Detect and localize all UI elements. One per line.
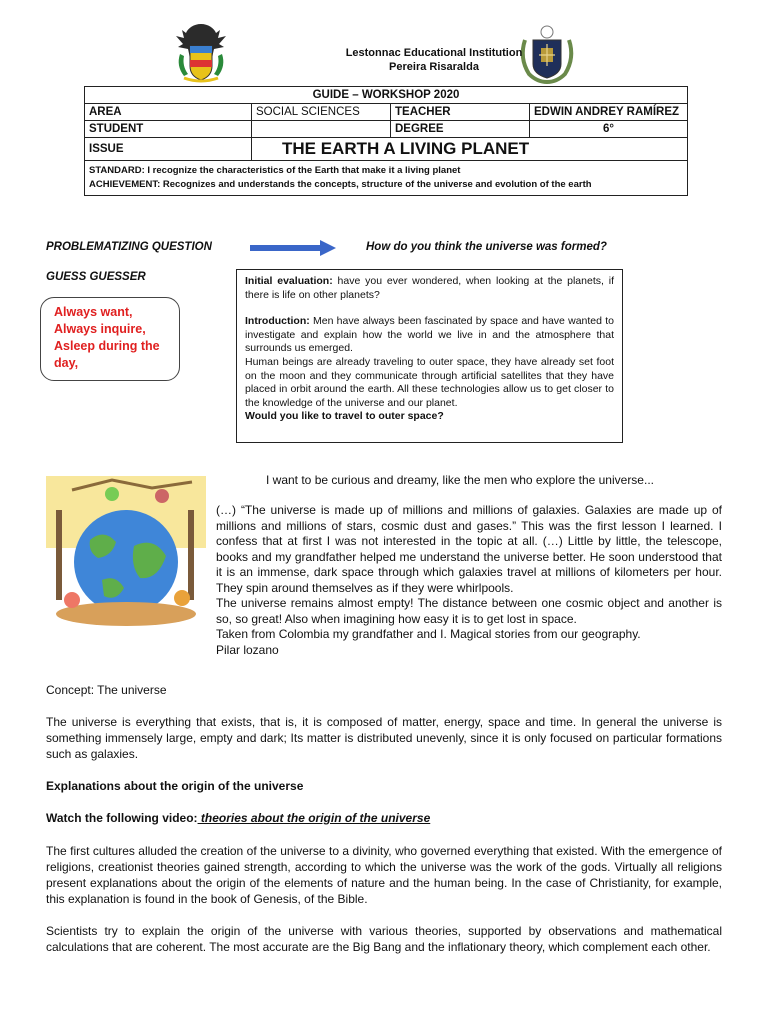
initial-evaluation-label: Initial evaluation: [245, 275, 333, 287]
problematizing-label: PROBLEMATIZING QUESTION [46, 241, 212, 253]
workshop-info-table [84, 86, 688, 196]
student-value[interactable] [252, 121, 391, 138]
story-author: Pilar lozano [216, 642, 279, 657]
achievement-label: ACHIEVEMENT: [89, 179, 161, 190]
degree-label: DEGREE [391, 121, 530, 138]
initial-evaluation-text: have you ever wondered, when looking at the planets, if there is life on other planets? [245, 275, 614, 301]
earth-children-illustration [42, 470, 210, 634]
area-value: SOCIAL SCIENCES [252, 104, 391, 121]
riddle-line: Always inquire, [54, 322, 146, 336]
standard-label: STANDARD: [89, 165, 145, 176]
introduction-text: Men have always been fascinated by space and have wanted to investigate and explain how the world we live in and the atmosphere that surrounds us emerged. [245, 315, 614, 355]
origin-text: Scientists try to explain the origin of the universe with various theories, supported by observations and mathematical calculations that are coherent. The most accurate are the Big Bang and the inflationary theory, which complement each other. [46, 924, 722, 954]
teacher-value: EDWIN ANDREY RAMÍREZ [530, 104, 688, 121]
institution-header [300, 46, 568, 74]
institution-name: Lestonnac Educational Institution [345, 47, 523, 59]
issue-label: ISSUE [85, 138, 252, 161]
story-text [216, 503, 722, 658]
riddle-text [54, 304, 178, 372]
guide-title: GUIDE – WORKSHOP 2020 [85, 87, 688, 104]
riddle-line: Asleep during the [54, 339, 160, 353]
closing-question: Would you like to travel to outer space? [245, 410, 444, 423]
origin-paragraph [46, 843, 722, 907]
right-arrow-icon [250, 240, 336, 256]
teacher-label: TEACHER [391, 104, 530, 121]
initial-evaluation [245, 275, 614, 302]
introduction-text-2: Human beings are already traveling to outer space, they have already set foot on the moon and they communicate through artificial satellites that they have placed in orbit around the earth. All these technologies allow us to get closer to the knowledge of the universe and our planet. [245, 355, 614, 409]
standard-text: I recognize the characteristics of the Earth that make it a living planet [147, 165, 461, 176]
introduction-label: Introduction: [245, 315, 310, 328]
watch-video-line [46, 811, 430, 825]
concept-paragraph [46, 714, 722, 762]
video-link[interactable]: theories about the origin of the universe [197, 811, 431, 825]
intro-box [236, 269, 623, 443]
introduction [245, 315, 614, 356]
riddle-line: day, [54, 356, 79, 370]
degree-value: 6° [530, 121, 688, 138]
origin-paragraph [46, 923, 722, 955]
standard-achievement-cell [85, 161, 688, 196]
riddle-line: Always want, [54, 305, 133, 319]
watch-video-label: Watch the following video: [46, 811, 198, 825]
story-source: Taken from Colombia my grandfather and I. Magical stories from our geography. [216, 627, 641, 641]
origin-text: The first cultures alluded the creation of the universe to a divinity, who governed everything that existed. With the emergence of religions, creationist theories gained strength, according to which the universe was the work of the gods. Virtually all religions present explanations about the origin of the elements of nature and the human being. In the case of Christianity, for example, this explanation is found in the book of Genesis, of the Bible. [46, 844, 722, 906]
issue-value: THE EARTH A LIVING PLANET [252, 138, 688, 161]
story-heading: I want to be curious and dreamy, like the men who explore the universe... [266, 473, 654, 487]
concept-text: The universe is everything that exists, that is, it is composed of matter, energy, space and time. In general the universe is something immensely large, empty and dark; Its matter is distributed unevenly, since it is only focused on particular formations such as galaxies. [46, 715, 722, 761]
colombia-coat-of-arms-logo [174, 20, 228, 84]
student-label: STUDENT [85, 121, 252, 138]
concept-title: Concept: The universe [46, 683, 167, 697]
story-paragraph: The universe remains almost empty! The distance between one cosmic object and another is so, so great! Also when imagining how easy it is to get lost in space. [216, 596, 722, 626]
guess-guesser-label: GUESS GUESSER [46, 271, 146, 283]
story-paragraph: (…) “The universe is made up of millions and millions of galaxies. Galaxies are made up of millions and millions of stars, cosmic dust and gases.” This was the first lesson I learned. I confess that at first I was not interested in the topic at all. (…) Little by little, the telescope, books and my grandfather helped me understand the universe better. He soon understood that it is an immense, dark space through which galaxies travel at millions of kilometers per hour. They spin around themselves as if they were whirlpools. [216, 503, 722, 595]
institution-city: Pereira Risaralda [389, 61, 479, 73]
area-label: AREA [85, 104, 252, 121]
problematizing-question: How do you think the universe was formed? [366, 241, 607, 253]
achievement-text: Recognizes and understands the concepts, structure of the universe and evolution of the earth [162, 179, 592, 190]
origin-heading: Explanations about the origin of the universe [46, 779, 304, 793]
